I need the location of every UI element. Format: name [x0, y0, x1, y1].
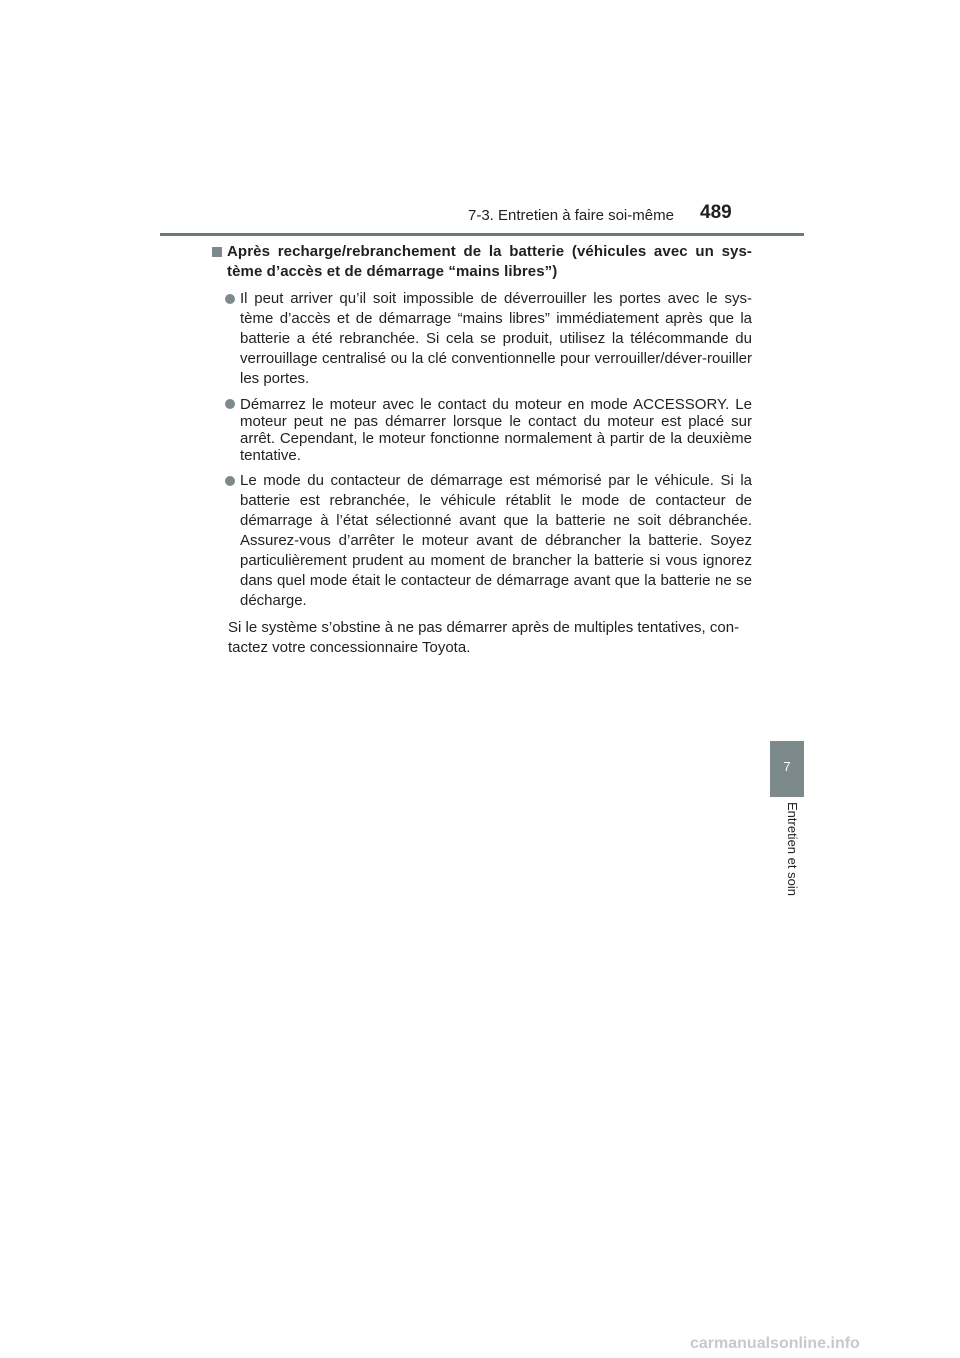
list-item-text: Il peut arriver qu’il soit impossible de déverrouiller les portes avec le sys-tème d’accès et de démarrage “mains libres” immédiatement après que la batterie a été rebranchée. Si cela se produit, utilisez la télécommande du verrouillage centralisé ou la clé conventionnelle pour verrouiller/déver-rouiller les portes. [240, 290, 752, 387]
chapter-tab [770, 741, 804, 797]
section-heading-text: Après recharge/rebranchement de la batterie (véhicules avec un sys-tème d’accès et de démarrage “mains libres”) [227, 243, 752, 280]
main-content [212, 242, 752, 658]
list-item [212, 471, 752, 611]
circle-bullet-icon [225, 476, 235, 486]
page-number: 489 [700, 202, 732, 223]
closing-note: Si le système s’obstine à ne pas démarrer après de multiples tentatives, con-tactez votre concessionnaire Toyota. [228, 619, 740, 656]
list-item [212, 289, 752, 389]
section-heading [212, 242, 752, 282]
circle-bullet-icon [225, 399, 235, 409]
list-item-text: Démarrez le moteur avec le contact du moteur en mode ACCESSORY. Le moteur peut ne pas démarrer lorsque le contact du moteur est placé sur arrêt. Cependant, le moteur fonctionne normalement à partir de la deuxième tentative. [240, 396, 752, 464]
square-bullet-icon [212, 247, 222, 257]
watermark: carmanualsonline.info [690, 1335, 860, 1352]
header-divider [160, 233, 804, 236]
list-item-text: Le mode du contacteur de démarrage est mémorisé par le véhicule. Si la batterie est rebranchée, le véhicule rétablit le mode de contacteur de démarrage à l’état sélectionné avant que la batterie ne soit débranchée. Assurez-vous d’arrêter le moteur avant de débrancher la batterie. Soyez particulièrement prudent au moment de brancher la batterie si vous ignorez dans quel mode était le contacteur de démarrage avant que la batterie ne se décharge. [240, 472, 752, 609]
chapter-number: 7 [783, 759, 791, 774]
section-title: 7-3. Entretien à faire soi-même [468, 207, 674, 224]
circle-bullet-icon [225, 294, 235, 304]
chapter-label: Entretien et soin [785, 802, 800, 896]
list-item [212, 396, 752, 464]
